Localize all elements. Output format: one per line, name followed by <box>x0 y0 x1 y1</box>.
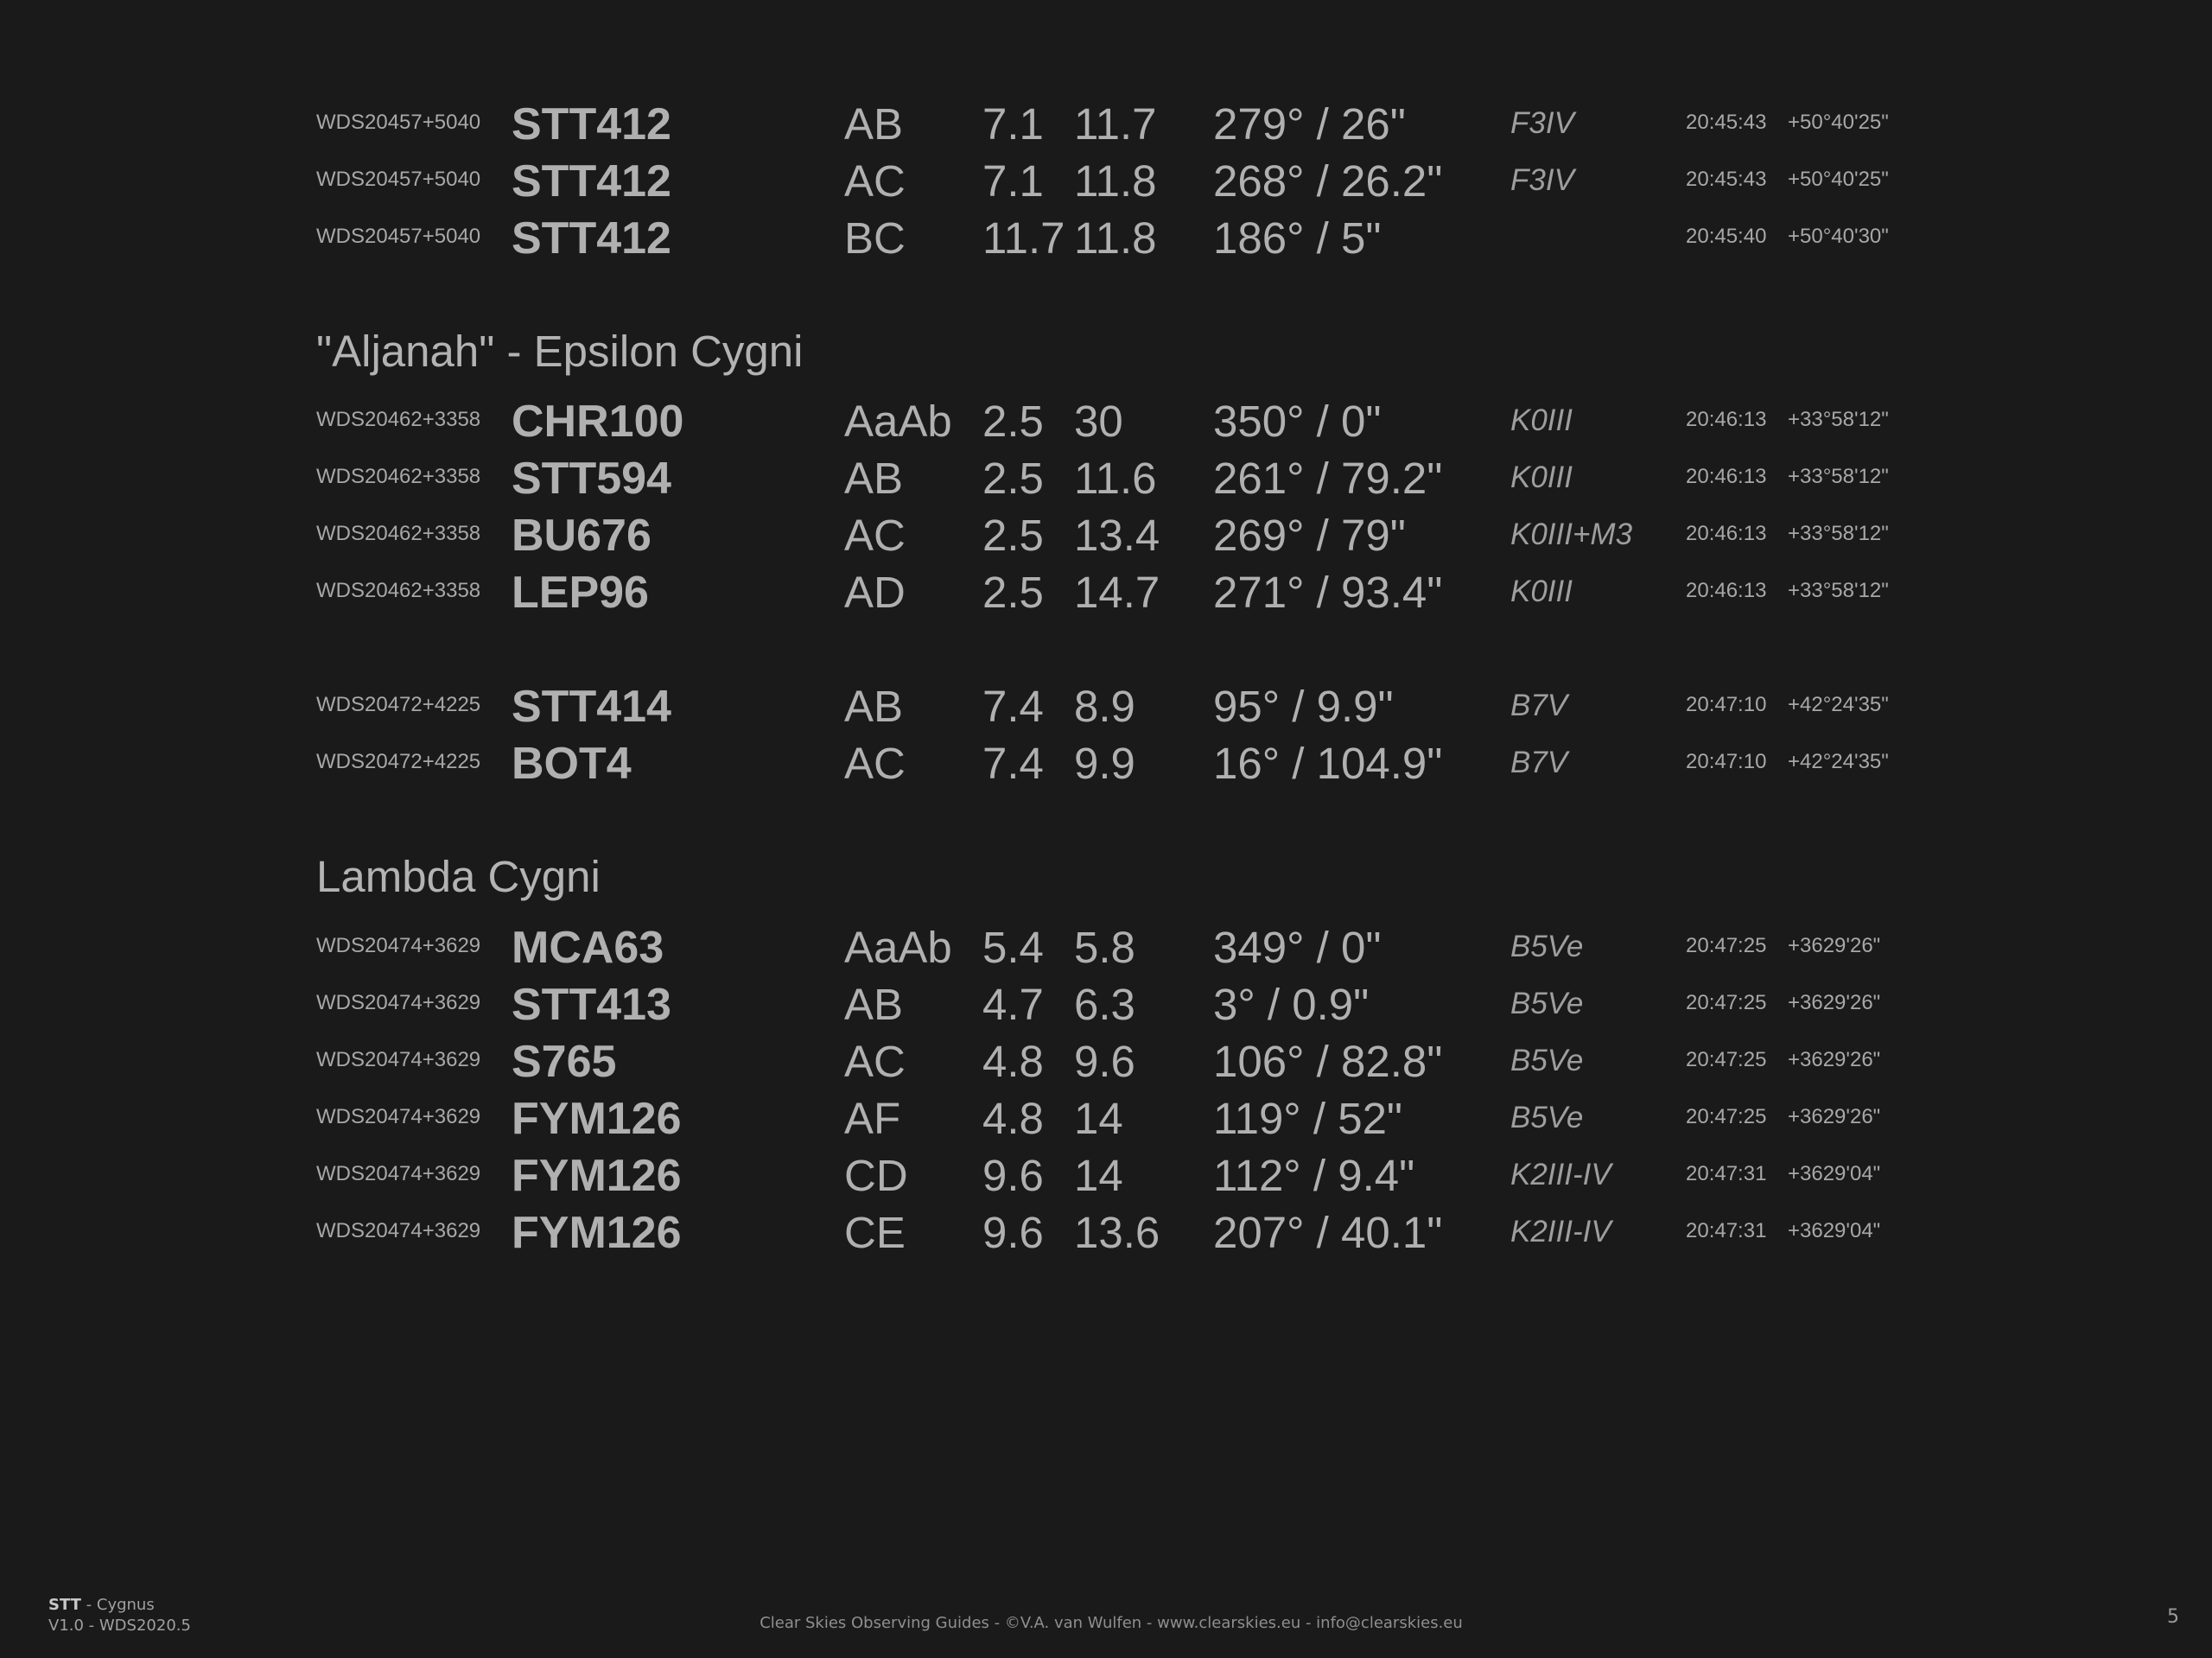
position-angle-separation: 16° / 104.9" <box>1213 739 1443 788</box>
magnitude-secondary: 6.3 <box>1074 980 1135 1029</box>
right-ascension: 20:46:13 <box>1686 522 1767 545</box>
declination: +50°40'25" <box>1788 111 1889 134</box>
footer-credits: Clear Skies Observing Guides - ©V.A. van Wulfen - www.clearskies.eu - info@clearskies.eu <box>760 1614 1463 1632</box>
declination: +42°24'35" <box>1788 693 1889 716</box>
right-ascension: 20:45:43 <box>1686 111 1767 134</box>
spectral-type: B5Ve <box>1510 987 1584 1020</box>
magnitude-primary: 7.1 <box>982 156 1044 206</box>
declination: +33°58'12" <box>1788 408 1889 431</box>
wds-id: WDS20462+3358 <box>316 579 481 602</box>
wds-id: WDS20474+3629 <box>316 1219 481 1242</box>
discoverer-code: STT594 <box>512 454 671 504</box>
discoverer-code: S765 <box>512 1037 617 1087</box>
wds-id: WDS20474+3629 <box>316 934 481 957</box>
spectral-type: F3IV <box>1510 163 1574 197</box>
right-ascension: 20:47:31 <box>1686 1162 1767 1185</box>
declination: +50°40'30" <box>1788 225 1889 248</box>
magnitude-secondary: 5.8 <box>1074 923 1135 972</box>
magnitude-secondary: 9.9 <box>1074 739 1135 788</box>
components: AC <box>844 1037 906 1086</box>
declination: +3629'26" <box>1788 991 1881 1014</box>
components: AaAb <box>844 923 952 972</box>
magnitude-primary: 2.5 <box>982 511 1044 560</box>
spectral-type: K2III-IV <box>1510 1215 1611 1248</box>
magnitude-primary: 4.7 <box>982 980 1044 1029</box>
magnitude-secondary: 11.8 <box>1074 156 1157 206</box>
magnitude-secondary: 9.6 <box>1074 1037 1135 1086</box>
wds-id: WDS20472+4225 <box>316 750 481 773</box>
declination: +3629'26" <box>1788 1048 1881 1071</box>
footer-catalog-line <box>48 1595 191 1616</box>
table-row <box>0 570 2212 627</box>
position-angle-separation: 119° / 52" <box>1213 1094 1403 1143</box>
magnitude-secondary: 11.6 <box>1074 454 1157 503</box>
right-ascension: 20:47:10 <box>1686 693 1767 716</box>
position-angle-separation: 349° / 0" <box>1213 923 1382 972</box>
discoverer-code: MCA63 <box>512 923 664 973</box>
wds-id: WDS20474+3629 <box>316 1105 481 1128</box>
magnitude-primary: 4.8 <box>982 1037 1044 1086</box>
right-ascension: 20:47:31 <box>1686 1219 1767 1242</box>
position-angle-separation: 186° / 5" <box>1213 213 1382 263</box>
spectral-type: B5Ve <box>1510 930 1584 963</box>
wds-id: WDS20462+3358 <box>316 522 481 545</box>
position-angle-separation: 261° / 79.2" <box>1213 454 1443 503</box>
discoverer-code: CHR100 <box>512 397 684 447</box>
magnitude-primary: 11.7 <box>982 213 1065 263</box>
magnitude-secondary: 14 <box>1074 1094 1123 1143</box>
components: AB <box>844 980 904 1029</box>
magnitude-secondary: 11.8 <box>1074 213 1157 263</box>
declination: +42°24'35" <box>1788 750 1889 773</box>
table-row <box>0 513 2212 570</box>
magnitude-secondary: 14 <box>1074 1151 1123 1200</box>
table-row <box>0 456 2212 513</box>
table-row <box>0 1210 2212 1267</box>
table-row <box>0 1039 2212 1096</box>
components: CE <box>844 1208 906 1257</box>
wds-id: WDS20462+3358 <box>316 408 481 431</box>
position-angle-separation: 95° / 9.9" <box>1213 682 1394 731</box>
declination: +3629'26" <box>1788 934 1881 957</box>
components: AF <box>844 1094 901 1143</box>
footer-version: V1.0 - WDS2020.5 <box>48 1617 191 1635</box>
wds-id: WDS20457+5040 <box>316 168 481 191</box>
components: AC <box>844 156 906 206</box>
wds-id: WDS20474+3629 <box>316 1162 481 1185</box>
table-row <box>0 741 2212 798</box>
table-row <box>0 982 2212 1039</box>
components: AaAb <box>844 397 952 446</box>
magnitude-primary: 2.5 <box>982 397 1044 446</box>
declination: +3629'04" <box>1788 1219 1881 1242</box>
declination: +33°58'12" <box>1788 522 1889 545</box>
right-ascension: 20:47:25 <box>1686 1048 1767 1071</box>
magnitude-secondary: 13.6 <box>1074 1208 1160 1257</box>
discoverer-code: LEP96 <box>512 568 649 618</box>
magnitude-secondary: 8.9 <box>1074 682 1135 731</box>
components: AB <box>844 99 904 149</box>
section-title-lambda-cygni: Lambda Cygni <box>316 852 601 901</box>
table-row <box>0 1153 2212 1210</box>
table-row <box>0 1096 2212 1153</box>
components: AC <box>844 739 906 788</box>
position-angle-separation: 268° / 26.2" <box>1213 156 1443 206</box>
discoverer-code: STT413 <box>512 980 671 1030</box>
position-angle-separation: 271° / 93.4" <box>1213 568 1443 617</box>
declination: +33°58'12" <box>1788 579 1889 602</box>
discoverer-code: FYM126 <box>512 1208 682 1258</box>
magnitude-secondary: 11.7 <box>1074 99 1157 149</box>
magnitude-primary: 7.4 <box>982 682 1044 731</box>
magnitude-primary: 7.1 <box>982 99 1044 149</box>
position-angle-separation: 207° / 40.1" <box>1213 1208 1443 1257</box>
declination: +33°58'12" <box>1788 465 1889 488</box>
magnitude-primary: 5.4 <box>982 923 1044 972</box>
spectral-type: B7V <box>1510 689 1568 722</box>
position-angle-separation: 3° / 0.9" <box>1213 980 1370 1029</box>
right-ascension: 20:47:25 <box>1686 934 1767 957</box>
magnitude-secondary: 13.4 <box>1074 511 1160 560</box>
wds-id: WDS20474+3629 <box>316 991 481 1014</box>
components: CD <box>844 1151 908 1200</box>
spectral-type: B7V <box>1510 746 1568 779</box>
position-angle-separation: 269° / 79" <box>1213 511 1406 560</box>
magnitude-primary: 2.5 <box>982 454 1044 503</box>
discoverer-code: FYM126 <box>512 1094 682 1144</box>
magnitude-secondary: 30 <box>1074 397 1123 446</box>
discoverer-code: BU676 <box>512 511 652 561</box>
right-ascension: 20:47:25 <box>1686 991 1767 1014</box>
spectral-type: B5Ve <box>1510 1101 1584 1134</box>
wds-id: WDS20474+3629 <box>316 1048 481 1071</box>
declination: +3629'04" <box>1788 1162 1881 1185</box>
components: BC <box>844 213 906 263</box>
section-title-aljanah: "Aljanah" - Epsilon Cygni <box>316 327 804 376</box>
table-row <box>0 925 2212 982</box>
position-angle-separation: 112° / 9.4" <box>1213 1151 1415 1200</box>
components: AC <box>844 511 906 560</box>
magnitude-primary: 9.6 <box>982 1151 1044 1200</box>
spectral-type: K0III+M3 <box>1510 518 1633 551</box>
magnitude-primary: 9.6 <box>982 1208 1044 1257</box>
right-ascension: 20:47:25 <box>1686 1105 1767 1128</box>
page-number: 5 <box>2167 1606 2179 1628</box>
table-row <box>0 99 2212 159</box>
magnitude-primary: 4.8 <box>982 1094 1044 1143</box>
discoverer-code: FYM126 <box>512 1151 682 1201</box>
right-ascension: 20:46:13 <box>1686 579 1767 602</box>
components: AD <box>844 568 906 617</box>
table-row <box>0 399 2212 456</box>
discoverer-code: STT412 <box>512 99 671 149</box>
table-row <box>0 156 2212 216</box>
footer-catalog-code: STT <box>48 1596 81 1614</box>
right-ascension: 20:47:10 <box>1686 750 1767 773</box>
table-row <box>0 684 2212 741</box>
right-ascension: 20:46:13 <box>1686 408 1767 431</box>
declination: +3629'26" <box>1788 1105 1881 1128</box>
discoverer-code: STT414 <box>512 682 671 732</box>
spectral-type: K0III <box>1510 461 1573 494</box>
right-ascension: 20:45:43 <box>1686 168 1767 191</box>
components: AB <box>844 682 904 731</box>
components: AB <box>844 454 904 503</box>
right-ascension: 20:45:40 <box>1686 225 1767 248</box>
spectral-type: B5Ve <box>1510 1044 1584 1077</box>
position-angle-separation: 106° / 82.8" <box>1213 1037 1443 1086</box>
wds-id: WDS20457+5040 <box>316 225 481 248</box>
magnitude-primary: 7.4 <box>982 739 1044 788</box>
magnitude-primary: 2.5 <box>982 568 1044 617</box>
right-ascension: 20:46:13 <box>1686 465 1767 488</box>
wds-id: WDS20472+4225 <box>316 693 481 716</box>
table-row <box>0 213 2212 273</box>
discoverer-code: STT412 <box>512 213 671 264</box>
position-angle-separation: 350° / 0" <box>1213 397 1382 446</box>
spectral-type: K0III <box>1510 403 1573 437</box>
spectral-type: K2III-IV <box>1510 1158 1611 1191</box>
discoverer-code: STT412 <box>512 156 671 206</box>
position-angle-separation: 279° / 26" <box>1213 99 1406 149</box>
discoverer-code: BOT4 <box>512 739 632 789</box>
spectral-type: K0III <box>1510 575 1573 608</box>
spectral-type: F3IV <box>1510 106 1574 140</box>
magnitude-secondary: 14.7 <box>1074 568 1160 617</box>
wds-id: WDS20462+3358 <box>316 465 481 488</box>
declination: +50°40'25" <box>1788 168 1889 191</box>
wds-id: WDS20457+5040 <box>316 111 481 134</box>
footer-constellation: - Cygnus <box>80 1596 155 1614</box>
